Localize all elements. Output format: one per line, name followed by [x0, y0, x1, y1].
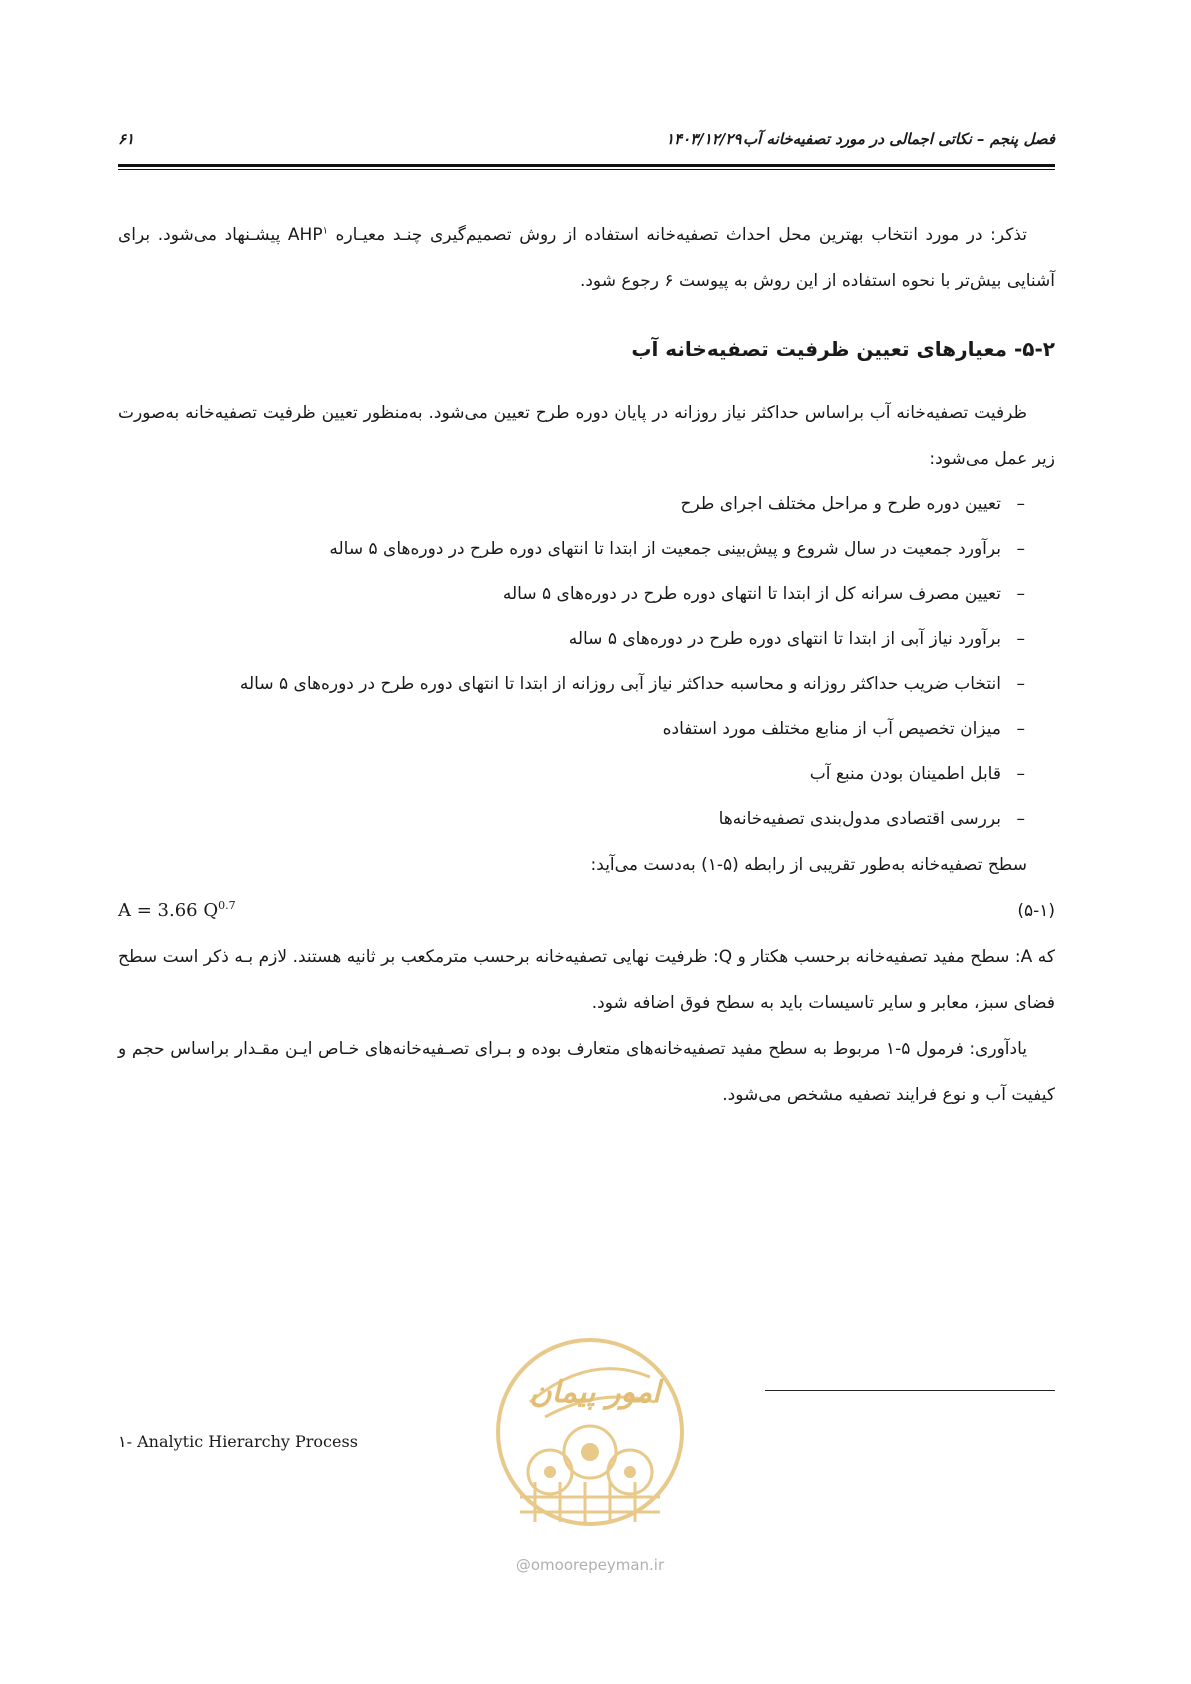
list-item: – بررسی اقتصادی مدول‌بندی تصفیه‌خانه‌ها	[118, 797, 1025, 842]
header-date: ۱۴۰۳/۱۲/۲۹	[666, 130, 742, 148]
explanation-paragraph: که A: سطح مفید تصفیه‌خانه برحسب هکتار و Q: ظرفیت نهایی تصفیه‌خانه برحسب مترمکعب بر ثانیه هستند. لازم بـه ذکر است سطح فضای سبز، معابر و سایر تاسیسات باید به سطح فوق اضافه شود.	[118, 947, 1055, 1013]
list-item: – قابل اطمینان بودن منبع آب	[118, 752, 1025, 797]
formula: A = 3.66 $Q^{0.7}$	[118, 899, 236, 921]
logo-text: امور پیمان	[529, 1375, 661, 1410]
list-item: – برآورد جمعیت در سال شروع و پیش‌بینی جمعیت از ابتدا تا انتهای دوره طرح در دوره‌های ۵ ساله	[118, 527, 1025, 572]
watermark-logo	[490, 1332, 690, 1552]
list-item: – تعیین دوره طرح و مراحل مختلف اجرای طرح	[118, 482, 1025, 527]
criteria-list	[118, 482, 1055, 842]
page-content	[118, 212, 1055, 1118]
footnote-ref[interactable]: ۱	[322, 225, 328, 237]
intro-paragraph: ظرفیت تصفیه‌خانه آب براساس حداکثر نیاز روزانه در پایان دوره طرح تعیین می‌شود. به‌منظور تعیین ظرفیت تصفیه‌خانه به‌صورت زیر عمل می‌شود:	[118, 403, 1055, 469]
list-item: – برآورد نیاز آبی از ابتدا تا انتهای دوره طرح در دوره‌های ۵ ساله	[118, 617, 1025, 662]
footnote-separator	[765, 1390, 1055, 1391]
formula-row	[118, 888, 1055, 934]
footnote: ۱- Analytic Hierarchy Process	[118, 1432, 358, 1451]
area-sentence: سطح تصفیه‌خانه به‌طور تقریبی از رابطه (۵-۱) به‌دست می‌آید:	[590, 855, 1027, 875]
header-rule	[118, 164, 1055, 167]
reminder-paragraph: یادآوری: فرمول ۵-۱ مربوط به سطح مفید تصفیه‌خانه‌های متعارف بوده و بـرای تصـفیه‌خانه‌های خـاص ایـن مقـدار براساس حجم و کیفیت آب و نوع فرایند تصفیه مشخص می‌شود.	[118, 1039, 1055, 1105]
watermark-url: @omoorepeyman.ir	[515, 1556, 665, 1574]
page-header	[118, 128, 1055, 154]
header-rule-thin	[118, 169, 1055, 170]
page-number: ۶۱	[118, 130, 135, 148]
equation-number: (۵-۱)	[1017, 901, 1055, 921]
list-item: – انتخاب ضریب حداکثر روزانه و محاسبه حداکثر نیاز آبی روزانه از ابتدا تا انتهای دوره طرح در دوره‌های ۵ ساله	[118, 662, 1025, 707]
list-item: – میزان تخصیص آب از منابع مختلف مورد استفاده	[118, 707, 1025, 752]
chapter-title: فصل پنجم – نکاتی اجمالی در مورد تصفیه‌خانه آب	[743, 130, 1055, 148]
note-paragraph: تذکر: در مورد انتخاب بهترین محل احداث تصفیه‌خانه استفاده از روش تصمیم‌گیری چنـد معیـاره AHP$^۱$ پیشـنهاد می‌شود. برای آشنایی بیش‌تر با نحوه استفاده از این روش به پیوست ۶ رجوع شود.	[118, 225, 1055, 291]
section-title: ۵-۲- معیارهای تعیین ظرفیت تصفیه‌خانه آب	[631, 337, 1055, 361]
list-item: – تعیین مصرف سرانه کل از ابتدا تا انتهای دوره طرح در دوره‌های ۵ ساله	[118, 572, 1025, 617]
